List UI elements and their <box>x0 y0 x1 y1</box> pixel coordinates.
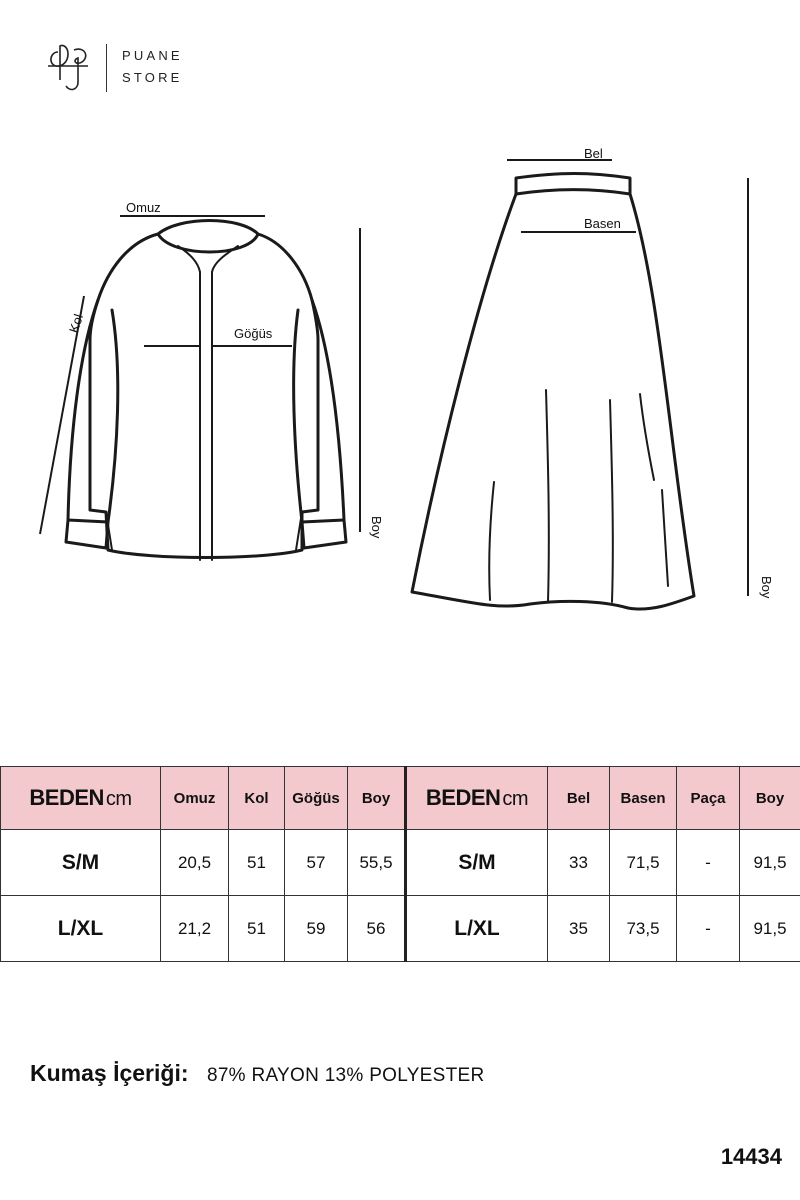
brand-name-line1: PUANE <box>122 48 183 63</box>
value-cell: 91,5 <box>740 896 800 962</box>
label-hip: Basen <box>584 216 621 231</box>
value-cell: 55,5 <box>348 830 406 896</box>
table-header-row <box>1 767 800 830</box>
label-sleeve: Kol <box>66 312 87 335</box>
header-gogus: Göğüs <box>285 767 348 830</box>
size-cell: L/XL <box>406 896 548 962</box>
header-boy-skirt: Boy <box>740 767 800 830</box>
header-kol: Kol <box>229 767 285 830</box>
value-cell: 21,2 <box>161 896 229 962</box>
brand-divider <box>106 44 107 92</box>
value-cell: 20,5 <box>161 830 229 896</box>
label-shirt-length: Boy <box>369 516 384 539</box>
value-cell: 73,5 <box>610 896 677 962</box>
value-cell: 71,5 <box>610 830 677 896</box>
value-cell: 35 <box>548 896 610 962</box>
size-cell: L/XL <box>1 896 161 962</box>
header-beden-shirt: BEDEN cm <box>1 767 161 830</box>
header-paca: Paça <box>677 767 740 830</box>
header-omuz: Omuz <box>161 767 229 830</box>
puane-monogram-icon <box>44 40 104 96</box>
header-bel: Bel <box>548 767 610 830</box>
brand-name-line2: STORE <box>122 70 183 85</box>
shirt-drawing <box>66 221 346 561</box>
skirt-drawing <box>412 174 694 610</box>
value-cell: - <box>677 830 740 896</box>
value-cell: 91,5 <box>740 830 800 896</box>
value-cell: 33 <box>548 830 610 896</box>
value-cell: 57 <box>285 830 348 896</box>
label-chest: Göğüs <box>234 326 273 341</box>
value-cell: 56 <box>348 896 406 962</box>
fabric-content <box>30 1060 485 1087</box>
header-boy-shirt: Boy <box>348 767 406 830</box>
garment-drawing <box>0 130 800 630</box>
value-cell: 59 <box>285 896 348 962</box>
header-basen: Basen <box>610 767 677 830</box>
size-cell: S/M <box>406 830 548 896</box>
brand-logo <box>44 40 194 96</box>
size-table <box>0 766 800 962</box>
label-waist: Bel <box>584 146 603 161</box>
fabric-label: Kumaş İçeriği: <box>30 1060 189 1086</box>
fabric-value: 87% RAYON 13% POLYESTER <box>206 1065 485 1086</box>
value-cell: 51 <box>229 830 285 896</box>
product-code: 14434 <box>720 1144 782 1169</box>
table-row <box>1 830 800 896</box>
value-cell: 51 <box>229 896 285 962</box>
label-shoulder: Omuz <box>126 200 161 215</box>
size-cell: S/M <box>1 830 161 896</box>
header-beden-skirt: BEDEN cm <box>406 767 548 830</box>
skirt-measure-lines <box>507 160 748 596</box>
garment-illustrations <box>0 130 800 630</box>
value-cell: - <box>677 896 740 962</box>
table-row <box>1 896 800 962</box>
label-skirt-length: Boy <box>759 576 774 599</box>
